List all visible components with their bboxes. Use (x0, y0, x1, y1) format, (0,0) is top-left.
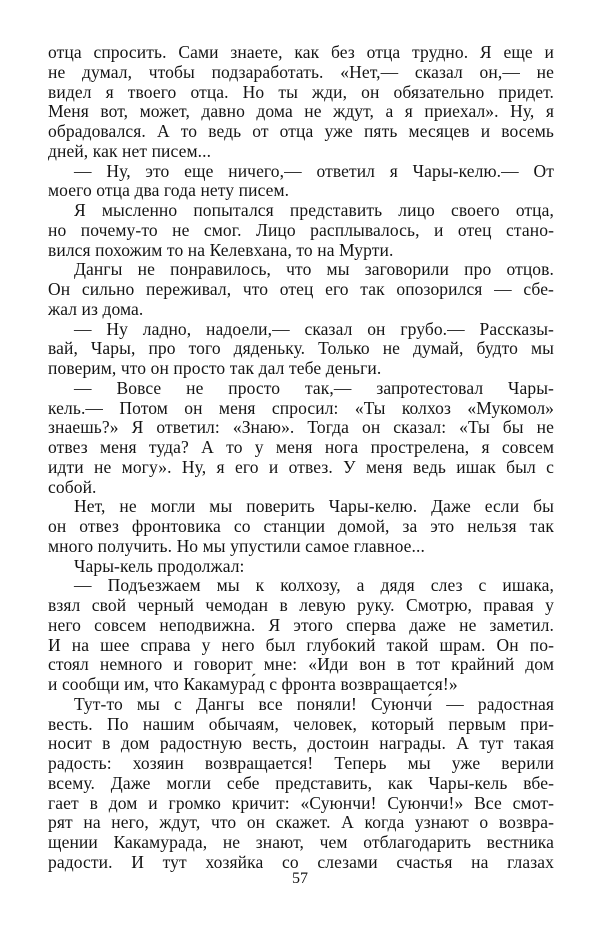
text-line: вай, Чары, про того дяденьку. Только не думай, будто мы (48, 338, 554, 359)
text-line: вился похожим то на Келевхана, то на Мурти. (48, 239, 394, 260)
text-line: обрадовался. А то ведь от отца уже пять месяцев и восемь (48, 121, 554, 141)
text-line: стоял немного и говорит мне: «Иди вон в тот крайний дом (48, 654, 554, 675)
text-line: радость: хозяин возвращается! Теперь мы уже верили (48, 753, 554, 773)
text-line: не думал, чтобы подзаработать. «Нет,— сказал он,— не (48, 61, 554, 82)
text-line: собой. (48, 476, 97, 497)
text-line: знаешь?» Я ответил: «Знаю». Тогда он сказал: «Ты бы не (48, 417, 554, 438)
text-line: идти не могу». Ну, я его и отвез. У меня ведь ишак был с (48, 456, 554, 477)
text-line: радости. И тут хозяйка со слезами счастья на глазах (48, 851, 554, 872)
text-line: Нет, не могли мы поверить Чары-келю. Даже если бы (74, 496, 554, 517)
text-line: него совсем неподвижна. Я этого сперва даже не заметил. (48, 614, 554, 635)
text-line: весть. По нашим обычаям, человек, который первым при- (48, 713, 554, 734)
text-line: Тут-то мы с Дангы все поняли! Суюнчи́ — радостная (74, 693, 554, 714)
text-line: видел я твоего отца. Но ты жди, он обязательно придет. (48, 81, 554, 102)
text-line: кель.— Потом он меня спросил: «Ты колхоз «Мукомол» (48, 397, 554, 418)
text-line: Он сильно переживал, что отец его так опозорился — сбе- (48, 279, 554, 299)
text-line: — Ну ладно, надоели,— сказал он грубо.— Рассказы- (74, 318, 554, 339)
text-line: носит в дом радостную весть, достоин награды. А тут такая (48, 733, 554, 754)
text-line: моего отца два года нету писем. (48, 180, 290, 201)
text-line: но почему-то не смог. Лицо расплывалось, и отец стано- (48, 219, 554, 240)
text-line: дней, как нет писем... (48, 140, 212, 161)
text-line: жал из дома. (48, 298, 144, 319)
text-line: взял свой черный чемодан в левую руку. Смотрю, правая у (48, 595, 554, 615)
text-line: гает в дом и громко кричит: «Суюнчи! Суюнчи!» Все смот- (48, 792, 554, 813)
text-line: поверим, что он просто так дал тебе деньги. (48, 358, 382, 378)
text-line: — Подъезжаем мы к колхозу, а дядя слез с ишака, (74, 575, 554, 596)
text-line: Я мысленно попытался представить лицо своего отца, (74, 200, 554, 220)
text-line: много получить. Но мы упустили самое главное... (48, 535, 425, 556)
text-line: и сообщи им, что Какамура́д с фронта возвращается!» (48, 674, 458, 694)
text-line: — Ну, это еще ничего,— ответил я Чары-келю.— От (74, 160, 554, 181)
text-line: всему. Даже могли себе представить, как Чары-кель вбе- (48, 772, 554, 793)
text-line: щении Какамурада, не знают, чем отблагодарить вестника (48, 832, 554, 852)
text-line: отца спросить. Сами знаете, как без отца трудно. Я еще и (48, 42, 554, 62)
text-line: И на шее справа у него был глубокий такой шрам. Он по- (48, 634, 554, 655)
text-line: он отвез фронтовика со станции домой, за это нельзя так (48, 516, 554, 536)
page-number: 57 (292, 870, 308, 887)
text-line: Меня вот, может, давно дома не ждут, а я приехал». Ну, я (48, 101, 554, 122)
text-line: рят на него, ждут, что он скажет. А когда узнают о возвра- (48, 812, 554, 833)
text-line: — Вовсе не просто так,— запротестовал Чары- (74, 377, 554, 398)
text-line: Чары-кель продолжал: (74, 555, 245, 576)
text-line: отвез меня туда? А то у меня нога прострелена, я совсем (48, 437, 554, 457)
text-line: Дангы не понравилось, что мы заговорили про отцов. (74, 259, 554, 280)
